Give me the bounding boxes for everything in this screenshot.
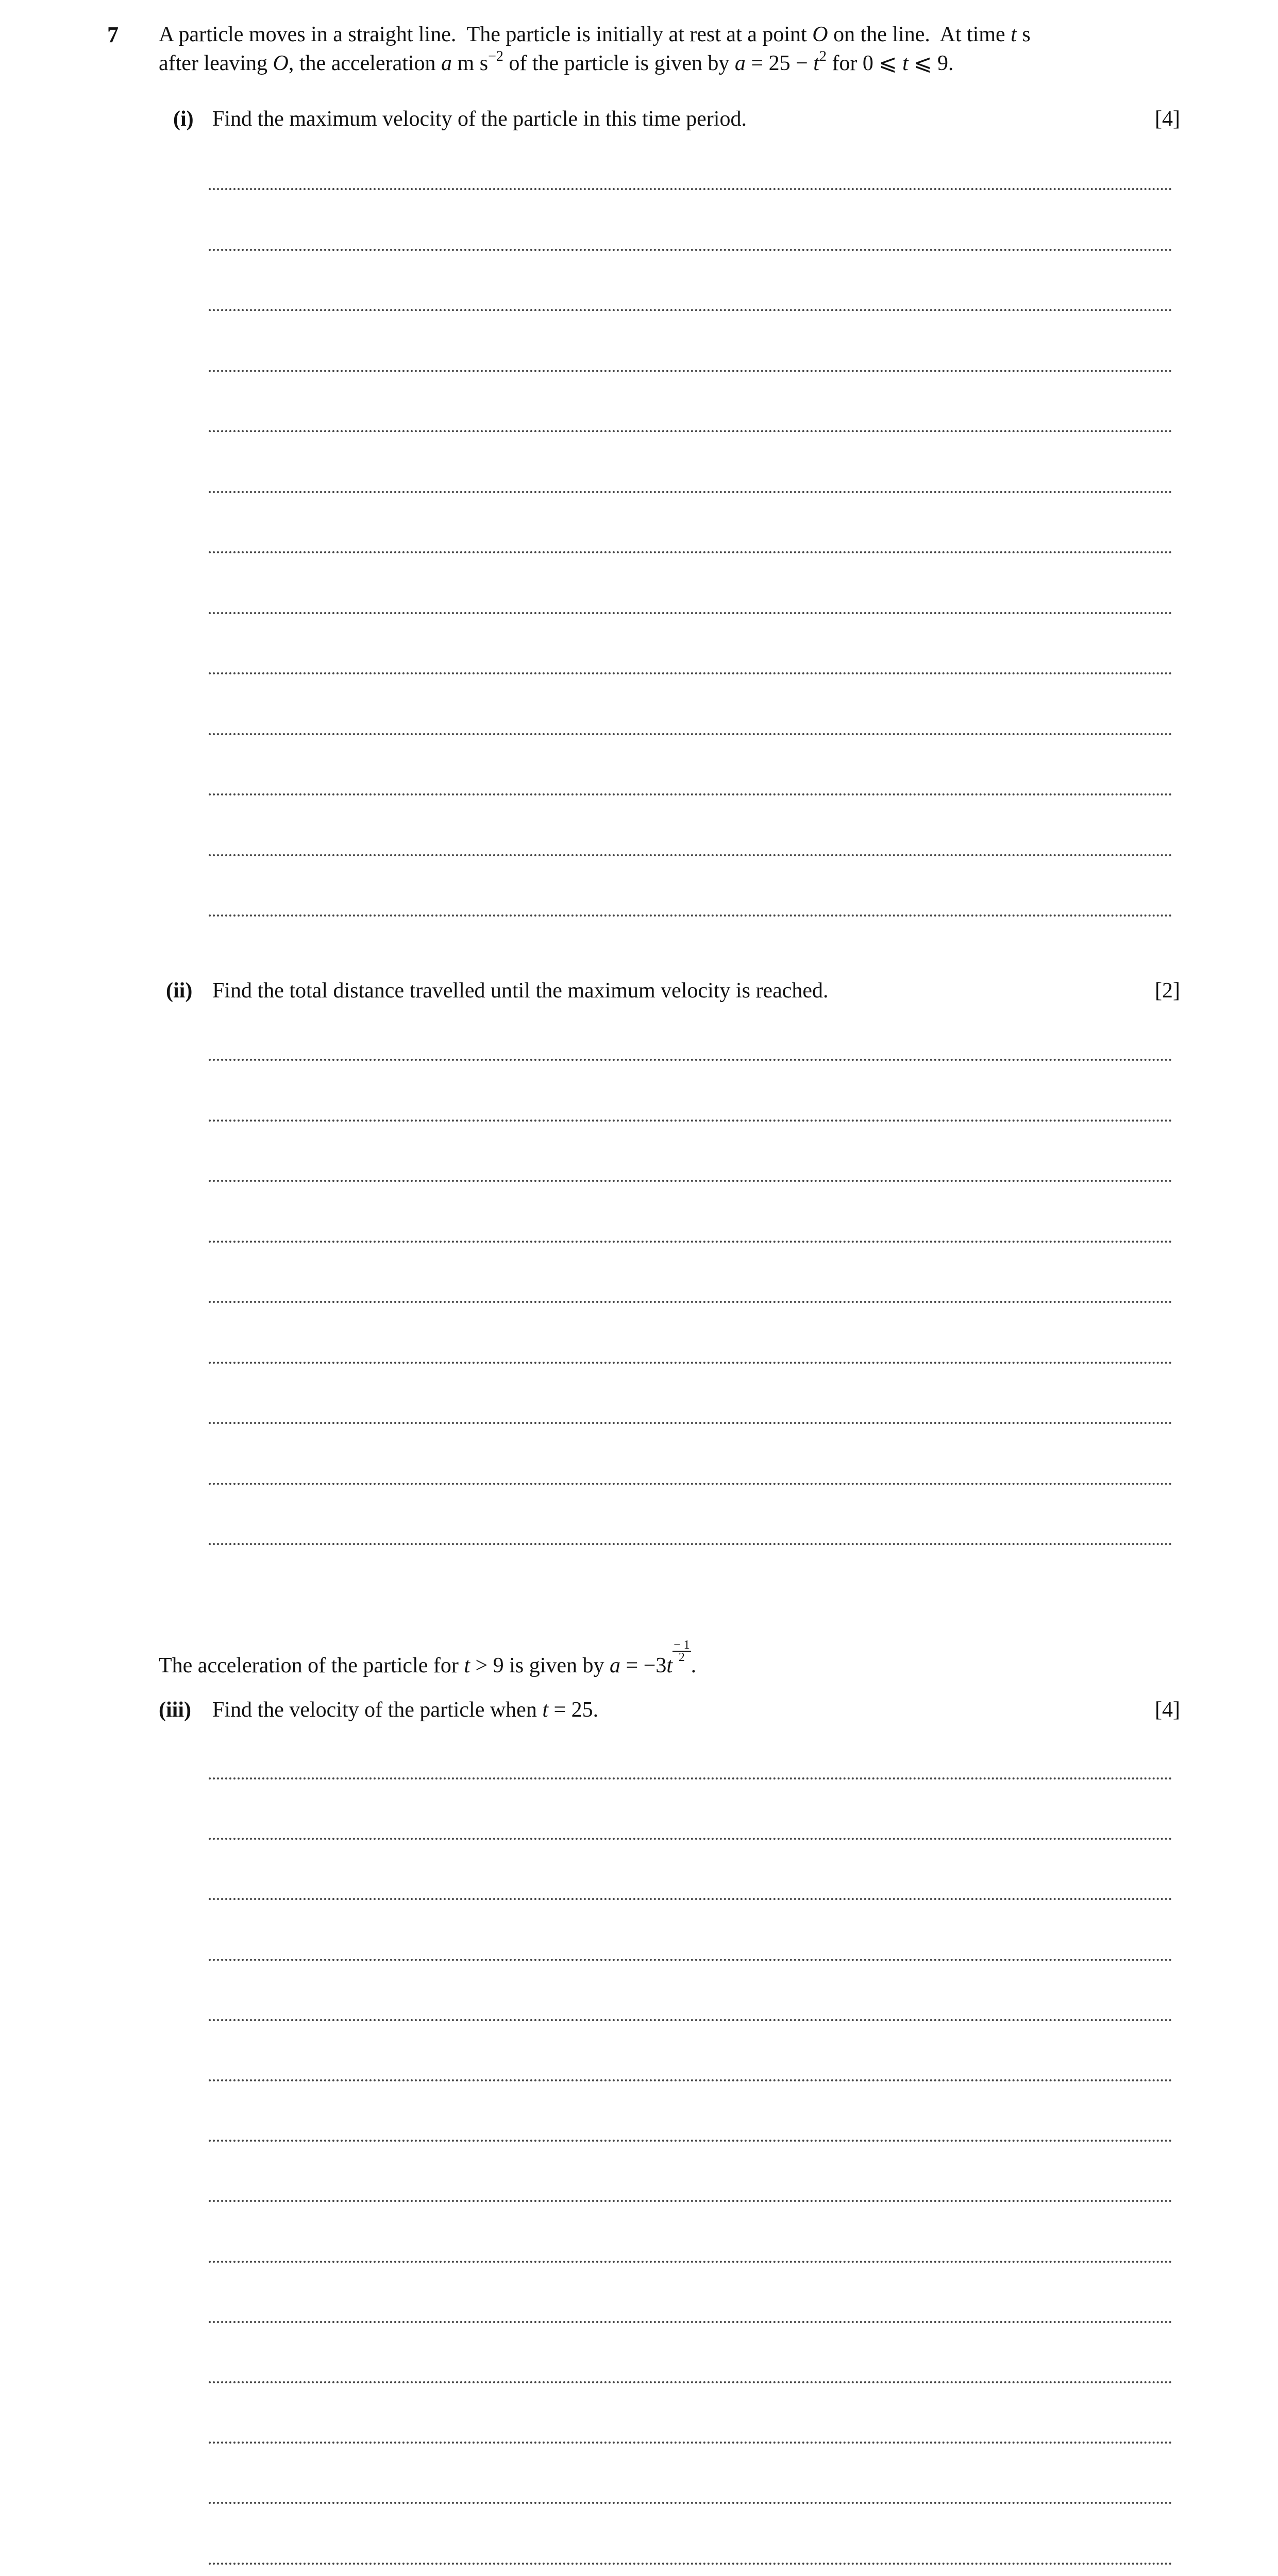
part-i-text: Find the maximum velocity of the particle in this time period. bbox=[212, 107, 747, 131]
answer-line[interactable] bbox=[209, 309, 1172, 311]
answer-line[interactable] bbox=[209, 2502, 1172, 2504]
answer-line[interactable] bbox=[209, 914, 1172, 917]
answer-line[interactable] bbox=[209, 249, 1172, 251]
answer-line[interactable] bbox=[209, 2019, 1172, 2021]
answer-line[interactable] bbox=[209, 2200, 1172, 2202]
answer-line[interactable] bbox=[209, 2079, 1172, 2081]
answer-line[interactable] bbox=[209, 1777, 1172, 1780]
answer-line[interactable] bbox=[209, 1120, 1172, 1122]
answer-line[interactable] bbox=[209, 1422, 1172, 1424]
part-i-label: (i) bbox=[173, 107, 194, 131]
answer-line[interactable] bbox=[209, 1362, 1172, 1364]
answer-line[interactable] bbox=[209, 793, 1172, 795]
answer-line[interactable] bbox=[209, 551, 1172, 553]
answer-line[interactable] bbox=[209, 370, 1172, 372]
answer-line[interactable] bbox=[209, 491, 1172, 493]
answer-line[interactable] bbox=[209, 733, 1172, 735]
answer-line[interactable] bbox=[209, 2563, 1172, 2565]
continuation-text: The acceleration of the particle for t > 9 is given by a = −3t $\frac{- 1}{2}$ . bbox=[159, 1638, 697, 1677]
answer-line[interactable] bbox=[209, 430, 1172, 432]
answer-line[interactable] bbox=[209, 2442, 1172, 2444]
answer-line[interactable] bbox=[209, 1180, 1172, 1182]
part-ii-text: Find the total distance travelled until the maximum velocity is reached. bbox=[212, 979, 829, 1003]
answer-line[interactable] bbox=[209, 612, 1172, 614]
answer-line[interactable] bbox=[209, 2381, 1172, 2383]
answer-line[interactable] bbox=[209, 2321, 1172, 2323]
part-iii-label: (iii) bbox=[159, 1698, 191, 1722]
answer-line[interactable] bbox=[209, 1959, 1172, 1961]
question-number: 7 bbox=[107, 22, 119, 47]
answer-line[interactable] bbox=[209, 854, 1172, 856]
answer-line[interactable] bbox=[209, 188, 1172, 190]
question-intro-line-2: after leaving O, the acceleration a m $s^{-2}$ of the particle is given by $a = 25 - t^2$ for 0 ⩽ t ⩽ 9. bbox=[159, 48, 954, 75]
answer-line[interactable] bbox=[209, 1483, 1172, 1485]
answer-line[interactable] bbox=[209, 672, 1172, 674]
answer-line[interactable] bbox=[209, 1301, 1172, 1303]
part-iii-text: Find the velocity of the particle when t = 25. bbox=[212, 1698, 599, 1722]
answer-line[interactable] bbox=[209, 2140, 1172, 2142]
answer-line[interactable] bbox=[209, 1898, 1172, 1900]
answer-line[interactable] bbox=[209, 1241, 1172, 1243]
part-iii-marks: [4] bbox=[1155, 1698, 1180, 1722]
answer-line[interactable] bbox=[209, 1838, 1172, 1840]
part-ii-label: (ii) bbox=[166, 979, 193, 1003]
part-ii-marks: [2] bbox=[1155, 979, 1180, 1003]
answer-line[interactable] bbox=[209, 1543, 1172, 1545]
part-i-marks: [4] bbox=[1155, 107, 1180, 131]
answer-line[interactable] bbox=[209, 2261, 1172, 2263]
question-intro-line-1: A particle moves in a straight line. The particle is initially at rest at a point O on the line. At time t s bbox=[159, 23, 1031, 46]
answer-line[interactable] bbox=[209, 1059, 1172, 1061]
